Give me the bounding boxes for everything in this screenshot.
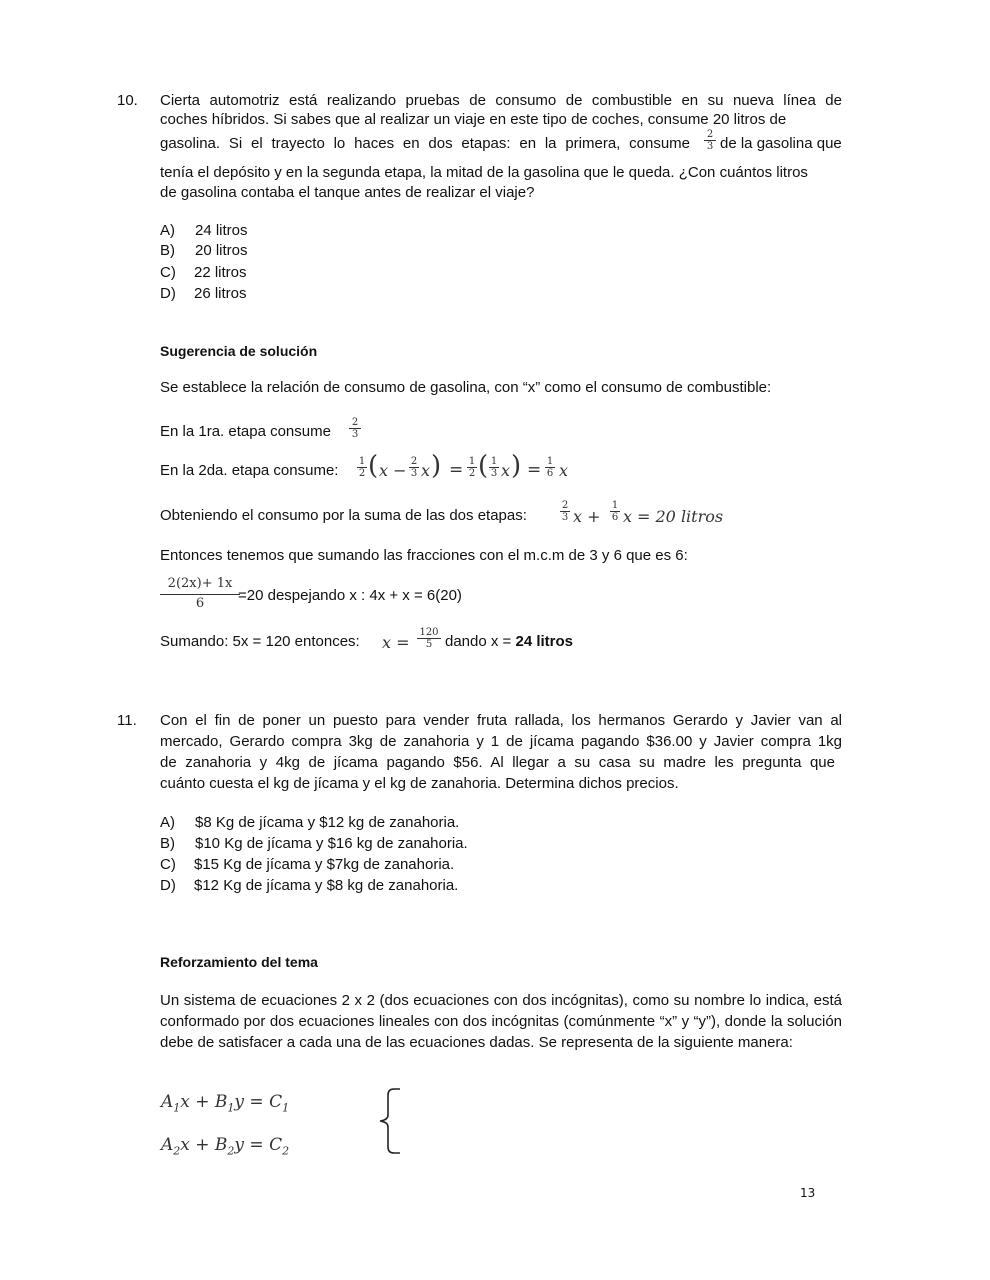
lcm-text: Entonces tenemos que sumando las fracciones con el m.c.m de 3 y 6 que es 6: xyxy=(160,547,688,564)
solution-heading: Sugerencia de solución xyxy=(160,343,318,359)
stage1-text: En la 1ra. etapa consume xyxy=(160,423,331,440)
sum-formula: 2 3 x + 1 6 x = 20 litros xyxy=(561,500,724,526)
fraction-two-thirds: 2 3 xyxy=(349,417,361,440)
question-text-line: tenía el depósito y en la segunda etapa, la mitad de la gasolina que le queda. ¿Con cuántos litros xyxy=(160,164,808,181)
question-text-line: Con el fin de poner un puesto para vender fruta rallada, los hermanos Gerardo y Javier van al xyxy=(160,712,842,729)
question-text-line: de zanahoria y 4kg de jícama pagando $56. Al llegar a su casa su madre les pregunta que xyxy=(160,754,835,771)
x-equals: x = xyxy=(382,633,410,652)
reinforcement-heading: Reforzamiento del tema xyxy=(160,954,318,970)
solve-text: =20 despejando x : 4x + x = 6(20) xyxy=(238,587,462,604)
question-text-line: de gasolina contaba el tanque antes de realizar el viaje? xyxy=(160,184,535,201)
stage2-text: En la 2da. etapa consume: xyxy=(160,462,339,479)
sum-text: Obteniendo el consumo por la suma de las dos etapas: xyxy=(160,507,527,524)
equation-2: $A_2x + B_2y = C_2$ xyxy=(161,1135,290,1158)
question-text-line: gasolina. Si el trayecto lo haces en dos etapas: en la primera, consume xyxy=(160,135,690,152)
adding-text: Sumando: 5x = 120 entonces: xyxy=(160,633,360,650)
question-text-line: cuánto cuesta el kg de jícama y el kg de zanahoria. Determina dichos precios. xyxy=(160,775,679,792)
question-number: 11. xyxy=(117,712,137,729)
fraction-120-over-5: 120 5 xyxy=(417,627,441,650)
brace-icon xyxy=(374,1086,404,1156)
equation-1: $A_1x + B_1y = C_1$ xyxy=(161,1092,290,1115)
answer-value: 24 litros xyxy=(515,633,574,650)
fraction-expression: 2(2x)+ 1x 6 xyxy=(160,576,240,613)
question-number: 10. xyxy=(117,92,138,109)
reinforcement-paragraph: Un sistema de ecuaciones 2 x 2 (dos ecuaciones con dos incógnitas), como su nombre lo indica, está conformado por dos ecuaciones lineales con dos incógnitas (comúnmente “x” y “y”), donde la solución debe de satisfacer a cada una de las ecuaciones dadas. Se representa de la siguiente manera: xyxy=(160,992,842,1051)
question-text-line: de la gasolina que xyxy=(720,135,842,152)
fraction-two-thirds: 2 3 xyxy=(704,129,716,152)
question-text-line: coches híbridos. Si sabes que al realizar un viaje en este tipo de coches, consume 20 litros de xyxy=(160,111,787,128)
question-text-line: Cierta automotriz está realizando pruebas de consumo de combustible en su nueva línea de xyxy=(160,92,842,109)
giving-text: dando x = 24 litros xyxy=(445,633,574,650)
stage2-formula: 1 2 ( x − 2 3 x ) = 1 2 ( 1 3 x ) = 1 6 x xyxy=(358,451,569,481)
solution-intro: Se establece la relación de consumo de gasolina, con “x” como el consumo de combustible: xyxy=(160,379,772,396)
question-text-line: mercado, Gerardo compra 3kg de zanahoria y 1 de jícama pagando $36.00 y Javier compra 1kg xyxy=(160,733,842,750)
page-number: 13 xyxy=(800,1186,816,1200)
